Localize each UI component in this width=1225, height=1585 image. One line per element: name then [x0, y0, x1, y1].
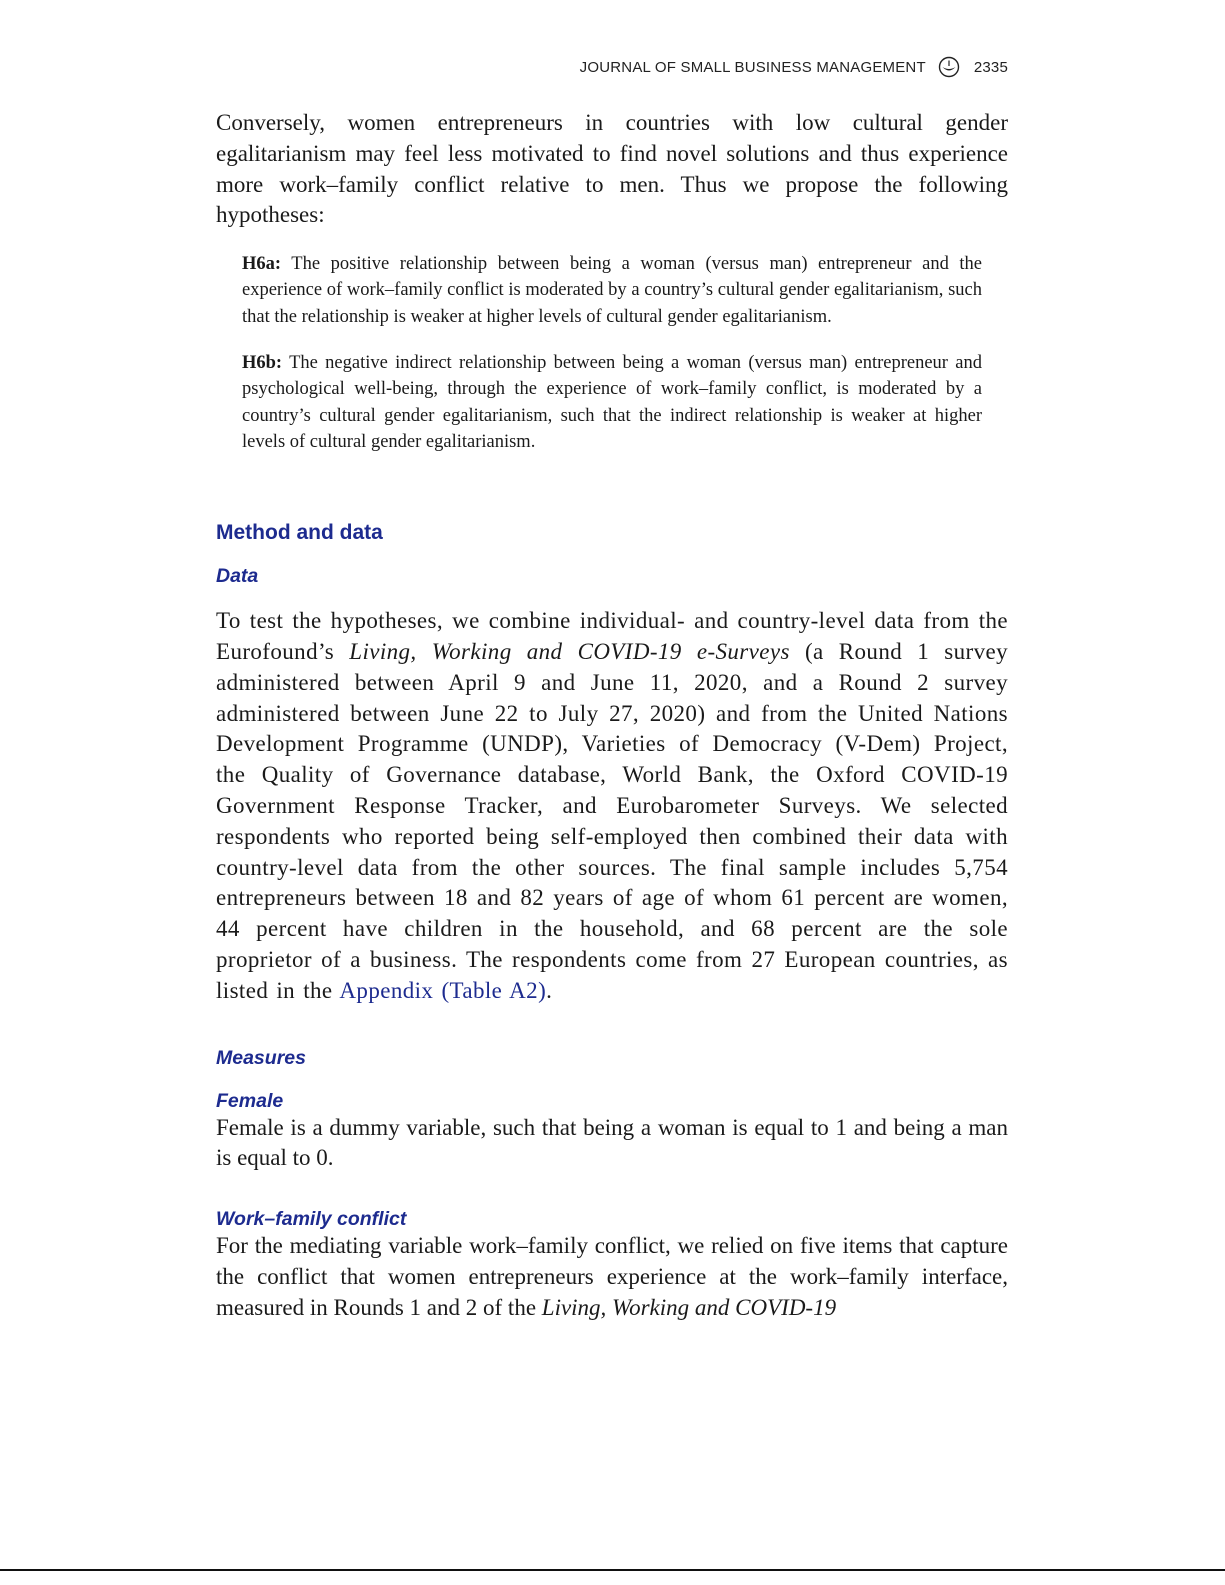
page-content — [216, 108, 1008, 1324]
data-paragraph — [216, 606, 1008, 1006]
hypothesis-label: H6b: — [242, 353, 283, 374]
publisher-logo-icon — [938, 56, 960, 78]
hypothesis-h6b — [242, 350, 982, 455]
hypothesis-label: H6a: — [242, 254, 282, 275]
hypothesis-text: The negative indirect relationship between being a woman (versus man) entrepreneur and psychological well-being, through the experience of work–family conflict, is moderated by a country’s cultural gender egalitarianism, such that the indirect relationship is weaker at higher levels of cultural gender egalitarianism. — [242, 353, 982, 452]
hypothesis-h6a — [242, 251, 982, 330]
text-run: For the mediating variable work–family conflict, we relied on five items that capture the conflict that women entrepreneurs experience at the work–family interface, measured in Rounds 1 and 2 of the — [216, 1233, 1008, 1320]
section-heading: Method and data — [216, 521, 383, 545]
female-paragraph: Female is a dummy variable, such that being a woman is equal to 1 and being a man is equal to 0. — [216, 1114, 1008, 1171]
wfc-paragraph — [216, 1231, 1008, 1323]
survey-title: Living, Working and COVID-19 — [541, 1294, 837, 1320]
page-number: 2335 — [973, 58, 1008, 76]
journal-title: JOURNAL OF SMALL BUSINESS MANAGEMENT — [579, 58, 926, 76]
text-run: . — [546, 977, 553, 1003]
intro-paragraph: Conversely, women entrepreneurs in countries with low cultural gender egalitarianism may feel less motivated to find novel solutions and thus experience more work–family conflict relative to men. Thus we propose the following hypotheses: — [216, 110, 1008, 228]
measure-heading-female: Female — [216, 1089, 284, 1112]
page-bottom-rule — [0, 1569, 1225, 1571]
appendix-link[interactable]: Appendix — [339, 977, 434, 1003]
running-header — [216, 56, 1008, 78]
subsection-heading-data: Data — [216, 565, 259, 588]
text-run: (a Round 1 survey administered between April 9 and June 11, 2020, and a Round 2 survey administered between June 22 to July 27, 2020) and from the United Nations Development Programme (UNDP), Varieties of Democracy (V-Dem) Project, the Quality of Governance database, World Bank, the Oxford COVID-19 Government Response Tracker, and Eurobarometer Surveys. We selected respondents who reported being self-employed then combined their data with country-level data from the other sources. The final sample includes 5,754 entrepreneurs between 18 and 82 years of age of whom 61 percent are women, 44 percent have children in the household, and 68 percent are the sole proprietor of a business. The respondents come from 27 European countries, as listed in the — [216, 639, 1009, 1003]
hypothesis-text: The positive relationship between being a woman (versus man) entrepreneur and the experience of work–family conflict is moderated by a country’s cultural gender egalitarianism, such that the relationship is weaker at higher levels of cultural gender egalitarianism. — [242, 254, 982, 327]
subsection-heading-measures: Measures — [216, 1046, 306, 1069]
measure-heading-work-family-conflict: Work–family conflict — [216, 1208, 407, 1231]
table-a2-link[interactable]: (Table A2) — [441, 977, 547, 1003]
text-run: To test the hypotheses, we combine individual- and country-level data from the Eurofound’s — [216, 608, 1008, 665]
survey-title: Living, Working and COVID-19 e-Surveys — [349, 639, 790, 665]
